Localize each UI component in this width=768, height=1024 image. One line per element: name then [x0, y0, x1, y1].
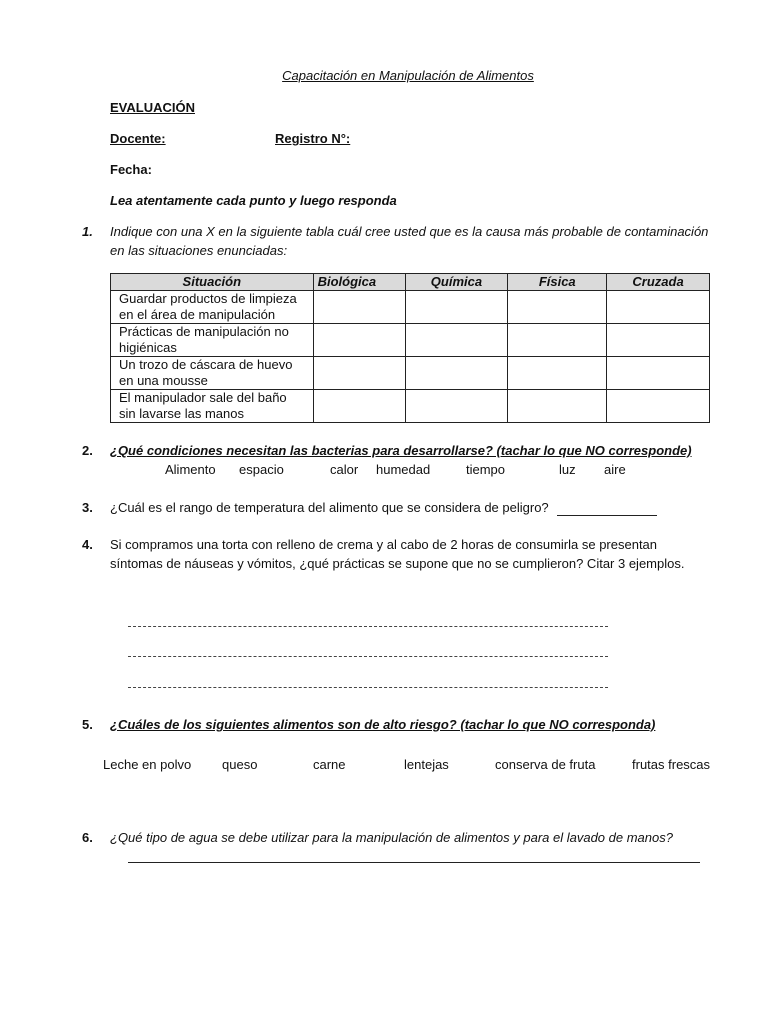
registry-label: Registro N°: — [275, 131, 351, 146]
q1-text-line1: Indique con una X en la siguiente tabla cuál cree usted que es la causa más probable de contaminación — [110, 224, 709, 239]
situation-cell — [111, 390, 314, 423]
answer-cell-chemical[interactable] — [405, 390, 508, 423]
q1-text-line2: en las situaciones enunciadas: — [110, 243, 288, 258]
header-chemical: Química — [405, 274, 508, 291]
table-header-row — [111, 274, 710, 291]
q1-number: 1. — [82, 224, 93, 239]
food-option-conserva[interactable]: conserva de fruta — [495, 757, 596, 772]
q6-number: 6. — [82, 830, 93, 845]
situation-line2: en una mousse — [119, 373, 208, 388]
option-aire[interactable]: aire — [604, 462, 626, 477]
contamination-table — [110, 273, 710, 423]
document-title: Capacitación en Manipulación de Alimentos — [282, 68, 534, 83]
situation-line1: Prácticas de manipulación no — [119, 324, 289, 339]
situation-line1: Un trozo de cáscara de huevo — [119, 357, 293, 372]
q2-text: ¿Qué condiciones necesitan las bacterias para desarrollarse? (tachar lo que NO corresponde) — [110, 443, 692, 458]
date-label: Fecha: — [110, 162, 152, 177]
q3-answer-line[interactable] — [557, 515, 657, 516]
option-calor[interactable]: calor — [330, 462, 359, 477]
table-row — [111, 357, 710, 390]
answer-cell-biological[interactable] — [313, 357, 405, 390]
teacher-label: Docente: — [110, 131, 166, 146]
food-option-frutas[interactable]: frutas frescas — [632, 757, 711, 772]
q5-text: ¿Cuáles de los siguientes alimentos son de alto riesgo? (tachar lo que NO corresponda) — [110, 717, 656, 732]
answer-cell-chemical[interactable] — [405, 291, 508, 324]
q4-text-line1: Si compramos una torta con relleno de crema y al cabo de 2 horas de consumirla se presentan — [110, 537, 658, 552]
answer-cell-biological[interactable] — [313, 390, 405, 423]
food-option-carne[interactable]: carne — [313, 757, 346, 772]
option-luz[interactable]: luz — [559, 462, 576, 477]
q6-answer-line[interactable] — [128, 862, 700, 863]
answer-cell-cross[interactable] — [607, 324, 710, 357]
q4-answer-line-1[interactable] — [128, 626, 608, 627]
header-biological: Biológica — [313, 274, 405, 291]
answer-cell-physical[interactable] — [508, 324, 607, 357]
header-situation: Situación — [111, 274, 314, 291]
situation-cell — [111, 291, 314, 324]
answer-cell-chemical[interactable] — [405, 324, 508, 357]
answer-cell-chemical[interactable] — [405, 357, 508, 390]
q4-text-line2: síntomas de náuseas y vómitos, ¿qué prácticas se supone que no se cumplieron? Citar 3 ejemplos. — [110, 556, 685, 571]
q5-number: 5. — [82, 717, 93, 732]
option-espacio[interactable]: espacio — [239, 462, 284, 477]
option-alimento[interactable]: Alimento — [165, 462, 216, 477]
q2-number: 2. — [82, 443, 93, 458]
answer-cell-physical[interactable] — [508, 390, 607, 423]
q3-number: 3. — [82, 500, 93, 515]
q3-text: ¿Cuál es el rango de temperatura del alimento que se considera de peligro? — [110, 500, 549, 515]
situation-line2: higiénicas — [119, 340, 177, 355]
food-option-queso[interactable]: queso — [222, 757, 258, 772]
q4-number: 4. — [82, 537, 93, 552]
header-physical: Física — [508, 274, 607, 291]
situation-cell — [111, 357, 314, 390]
food-option-leche[interactable]: Leche en polvo — [103, 757, 192, 772]
evaluation-heading: EVALUACIÓN — [110, 100, 195, 115]
table-row — [111, 390, 710, 423]
q4-answer-line-2[interactable] — [128, 656, 608, 657]
instruction-text: Lea atentamente cada punto y luego responda — [110, 193, 397, 208]
answer-cell-cross[interactable] — [607, 291, 710, 324]
situation-line2: en el área de manipulación — [119, 307, 276, 322]
option-tiempo[interactable]: tiempo — [466, 462, 506, 477]
situation-line1: Guardar productos de limpieza — [119, 291, 297, 306]
answer-cell-cross[interactable] — [607, 390, 710, 423]
table-row — [111, 291, 710, 324]
answer-cell-biological[interactable] — [313, 291, 405, 324]
header-cross: Cruzada — [607, 274, 710, 291]
situation-line2: sin lavarse las manos — [119, 406, 244, 421]
table-row — [111, 324, 710, 357]
answer-cell-biological[interactable] — [313, 324, 405, 357]
answer-cell-physical[interactable] — [508, 357, 607, 390]
q6-text: ¿Qué tipo de agua se debe utilizar para la manipulación de alimentos y para el lavado de manos? — [110, 830, 673, 845]
food-option-lentejas[interactable]: lentejas — [404, 757, 449, 772]
situation-line1: El manipulador sale del baño — [119, 390, 287, 405]
answer-cell-physical[interactable] — [508, 291, 607, 324]
option-humedad[interactable]: humedad — [376, 462, 431, 477]
q4-answer-line-3[interactable] — [128, 687, 608, 688]
situation-cell — [111, 324, 314, 357]
answer-cell-cross[interactable] — [607, 357, 710, 390]
